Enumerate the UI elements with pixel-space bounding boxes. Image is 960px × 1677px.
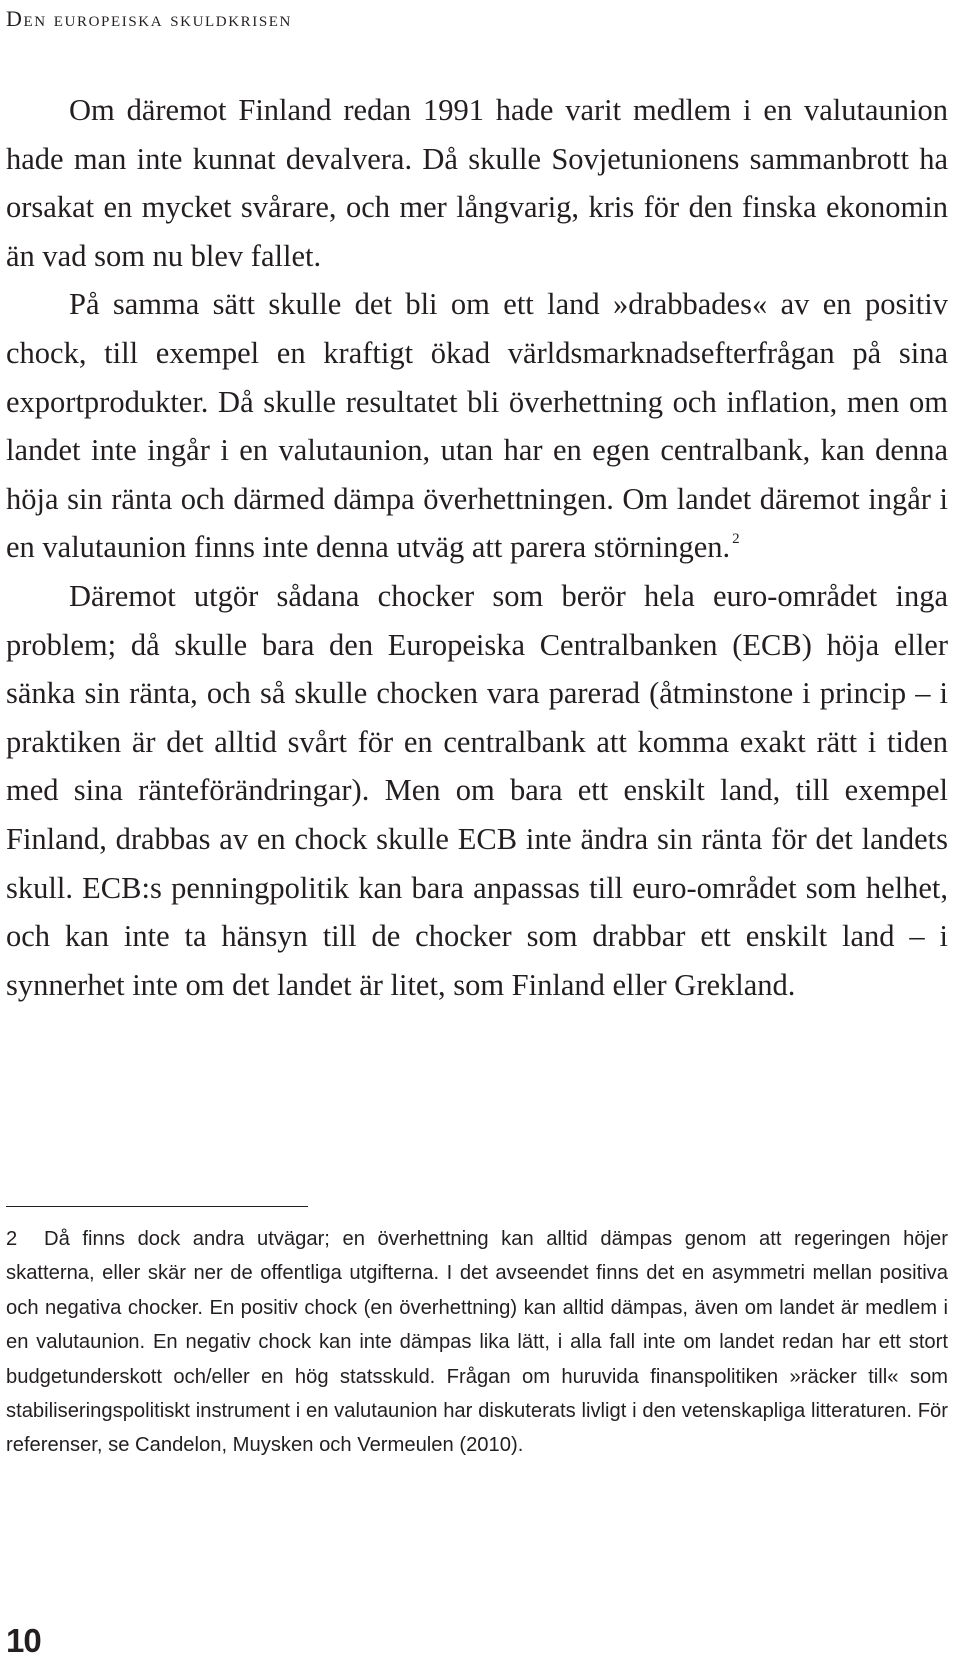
footnote-reference[interactable]: 2: [732, 531, 740, 548]
footnote-text: Då finns dock andra utvägar; en överhettning kan alltid dämpas genom att regeringen höjer skatterna, eller skär ner de offentliga utgifterna. I det avseendet finns det en asymmetri mellan positiva och negativa chocker. En positiv chock (en överhettning) kan alltid dämpas, även om landet är medlem i en valutaunion. En negativ chock kan inte dämpas lika lätt, i alla fall inte om landet redan har ett stort budgetunderskott och/eller en hög statsskuld. Frågan om huruvida finanspolitiken »räcker till« som stabiliseringspolitiskt instrument i en valutaunion har diskuterats livligt i den vetenskapliga litteraturen. För referenser, se Candelon, Muysken och Vermeulen (2010).: [6, 1228, 948, 1457]
footnote: [6, 1222, 948, 1463]
footnote-divider: [6, 1206, 308, 1207]
page-number: 10: [6, 1622, 41, 1659]
paragraph-1: Om däremot Finland redan 1991 hade varit medlem i en valutaunion hade man inte kunnat devalvera. Då skulle Sovjetunionens sammanbrott ha orsakat en mycket svårare, och mer långvarig, kris för den finska ekonomin än vad som nu blev fallet.: [6, 93, 948, 273]
paragraph-2-text: På samma sätt skulle det bli om ett land »drabbades« av en positiv chock, till exempel en kraftigt ökad världsmarknadsefterfrågan på sina exportprodukter. Då skulle resultatet bli överhettning och inflation, men om landet inte ingår i en valutaunion, utan har en egen centralbank, kan denna höja sin ränta och därmed dämpa överhettningen. Om landet däremot ingår i en valutaunion finns inte denna utväg att parera störningen.: [6, 287, 948, 565]
body-text: [6, 86, 948, 1009]
footnote-number: 2: [6, 1228, 18, 1250]
running-head: Den europeiska skuldkrisen: [6, 6, 292, 31]
paragraph-2: [6, 280, 948, 572]
paragraph-3: Däremot utgör sådana chocker som berör hela euro-området inga problem; då skulle bara den Europeiska Centralbanken (ECB) höja eller sänka sin ränta, och så skulle chocken vara parerad (åtminstone i princip – i praktiken är det alltid svårt för en centralbank att komma exakt rätt i tiden med sina ränteförändringar). Men om bara ett enskilt land, till exempel Finland, drabbas av en chock skulle ECB inte ändra sin ränta för det landets skull. ECB:s penningpolitik kan bara anpassas till euro-området som helhet, och kan inte ta hänsyn till de chocker som drabbar ett enskilt land – i synnerhet inte om det landet är litet, som Finland eller Grekland.: [6, 578, 948, 1002]
